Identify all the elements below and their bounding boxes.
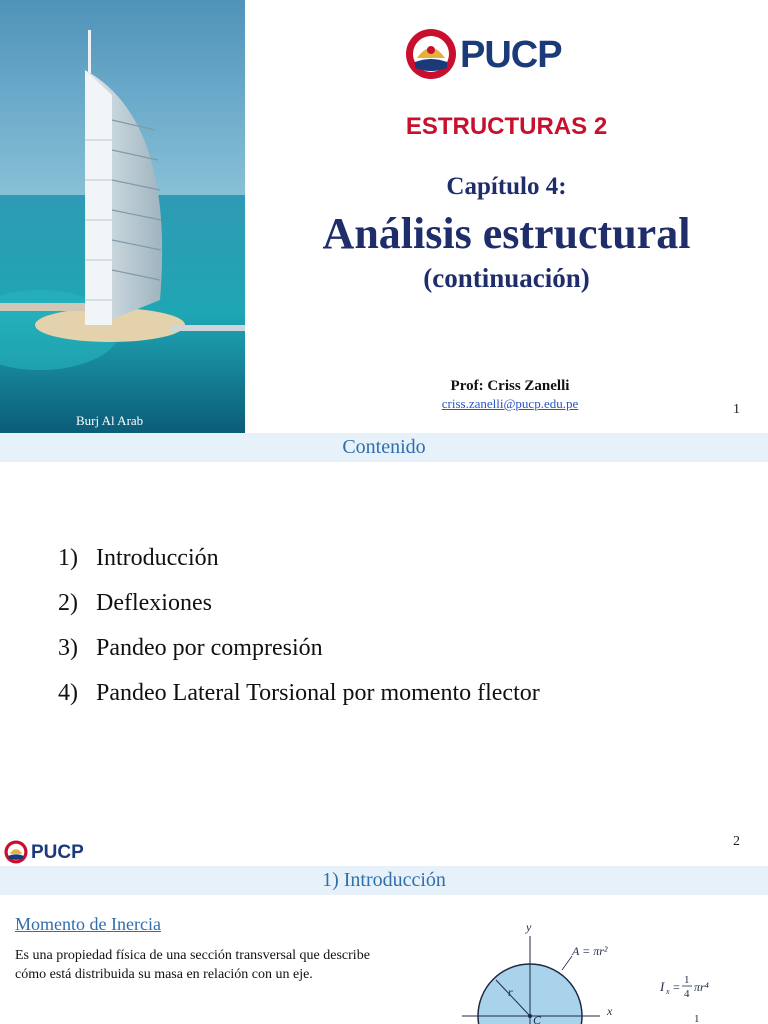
contents-item-label: Introducción	[96, 545, 219, 571]
professor-name: Prof: Criss Zanelli	[450, 378, 570, 394]
area-leader-line	[562, 956, 572, 970]
section-title-bar: 1) Introducción	[0, 866, 768, 895]
contents-item-label: Deflexiones	[96, 590, 212, 616]
pucp-logo-text: PUCP	[31, 842, 84, 863]
contents-item	[58, 588, 540, 633]
pucp-logo-small	[4, 840, 94, 866]
ix-subscript: x	[666, 987, 670, 996]
professor-email-link[interactable]: criss.zanelli@pucp.edu.pe	[441, 396, 579, 411]
burj-al-arab-photo	[0, 0, 245, 433]
next-formula-partial: 1	[694, 1013, 700, 1024]
pucp-seal-icon	[405, 28, 457, 80]
page-number: 1	[733, 402, 740, 417]
burj-al-arab-image	[0, 0, 245, 433]
contents-item-number: 1)	[58, 545, 78, 571]
ix-numerator: 1	[684, 974, 690, 986]
y-axis-label: y	[526, 920, 532, 934]
contents-item	[58, 678, 540, 723]
contents-item	[58, 633, 540, 678]
pucp-seal-icon	[4, 840, 28, 864]
pucp-logo	[405, 28, 585, 84]
contents-item-label: Pandeo Lateral Torsional por momento flector	[96, 680, 540, 706]
ix-symbol: I	[660, 979, 665, 994]
topic-body: Es una propiedad física de una sección transversal que describe cómo está distribuida su masa en relación con un eje.	[15, 948, 370, 982]
contents-slide	[0, 433, 768, 808]
radius-label: r	[508, 985, 513, 999]
contents-item-number: 4)	[58, 680, 78, 706]
title-slide	[0, 0, 768, 433]
contents-item	[58, 543, 540, 588]
ix-denominator: 4	[684, 988, 690, 1000]
centroid-label: C	[533, 1013, 542, 1024]
x-axis-label: x	[607, 1004, 613, 1018]
page-number: 2	[733, 834, 740, 849]
contents-item-label: Pandeo por compresión	[96, 635, 323, 661]
photo-caption: Burj Al Arab	[76, 413, 144, 428]
centroid-point	[528, 1014, 532, 1018]
slide-subtitle: (continuación)	[423, 263, 590, 293]
introduction-slide	[0, 808, 768, 1024]
ix-equals: =	[673, 980, 680, 994]
contents-list	[58, 543, 540, 723]
section-title-bar: Contenido	[0, 433, 768, 462]
contents-item-number: 2)	[58, 590, 78, 616]
ix-rhs: πr⁴	[694, 980, 709, 994]
area-formula: A = πr²	[572, 944, 608, 958]
chapter-label: Capítulo 4:	[446, 173, 567, 200]
contents-item-number: 3)	[58, 635, 78, 661]
slide-title: Análisis estructural	[322, 209, 691, 258]
topic-heading: Momento de Inercia	[15, 914, 161, 934]
course-title: ESTRUCTURAS 2	[405, 113, 608, 140]
circle-section-diagram	[462, 918, 762, 1024]
pucp-logo-text: PUCP	[460, 34, 562, 76]
